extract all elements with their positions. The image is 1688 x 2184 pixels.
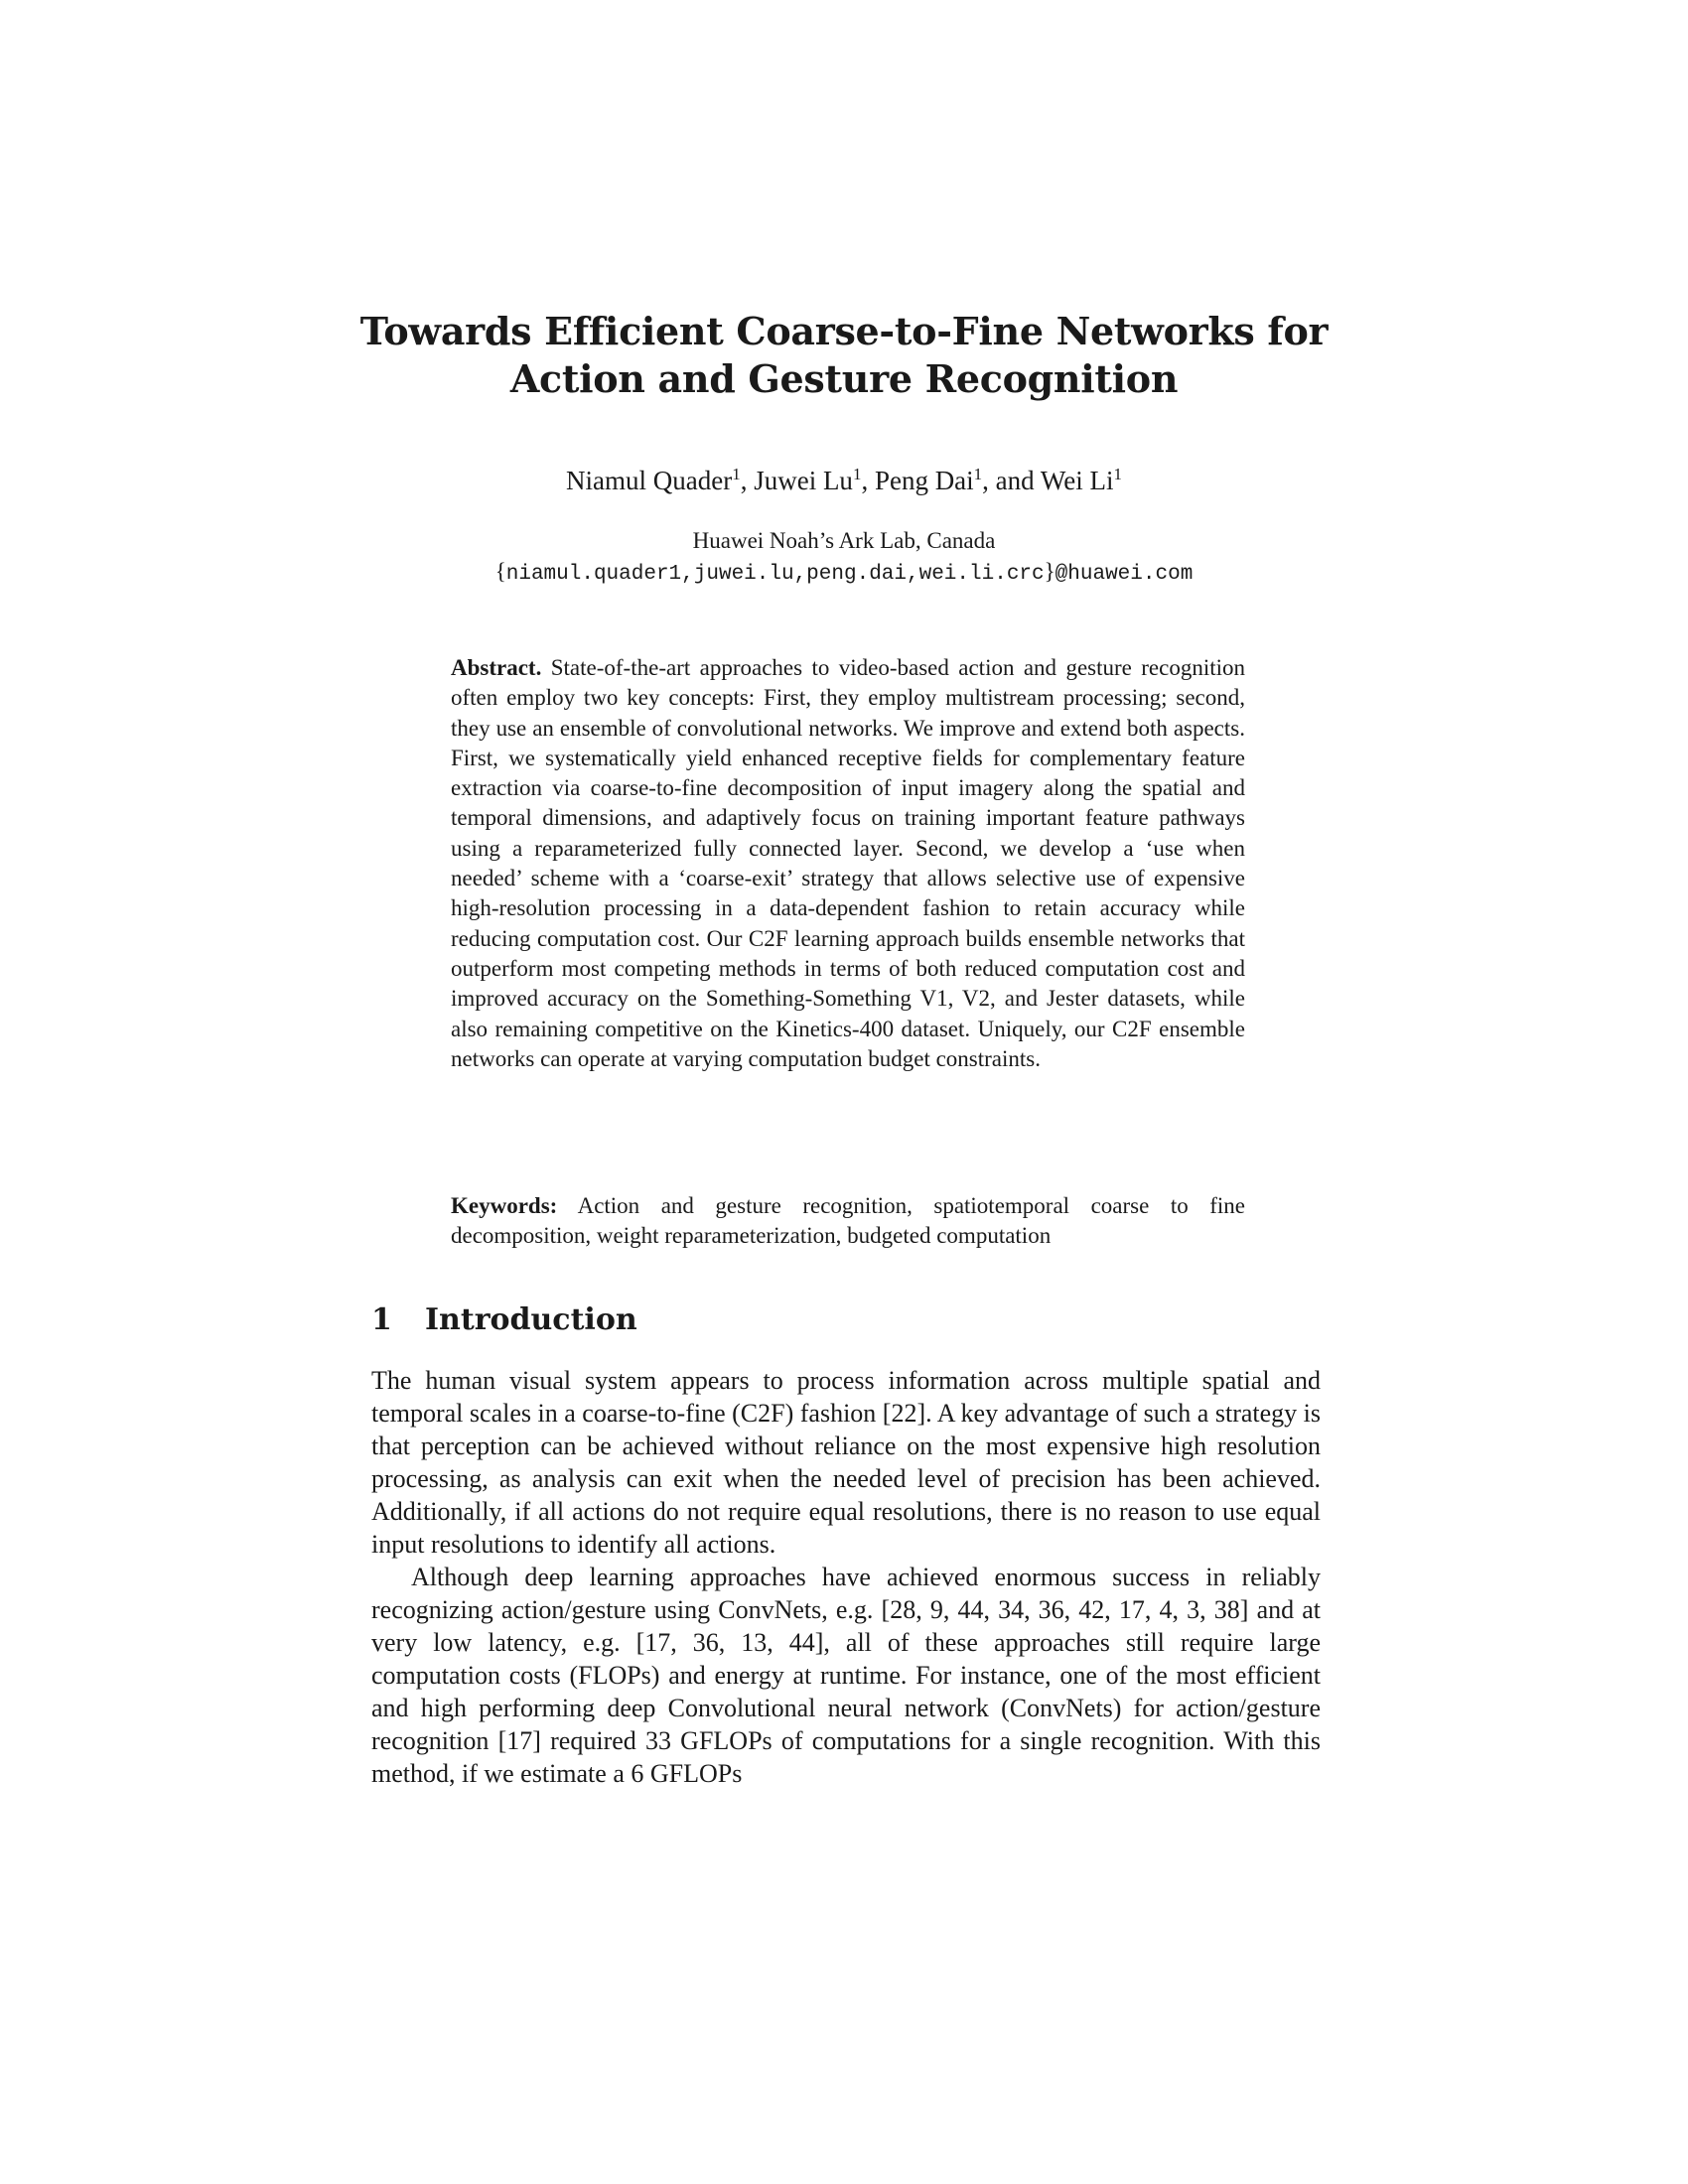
email-names: niamul.quader1,juwei.lu,peng.dai,wei.li.crc	[505, 563, 1045, 586]
keywords-text: Action and gesture recognition, spatiotemporal coarse to fine decomposition, weight reparameterization, budgeted computation	[451, 1193, 1245, 1249]
email-domain: @huawei.com	[1055, 563, 1194, 586]
author-affiliation-mark: 1	[732, 465, 741, 483]
author-separator: ,	[861, 466, 875, 495]
author-name: Juwei Lu	[754, 466, 853, 495]
section-heading	[371, 1300, 1325, 1340]
paper-title	[298, 308, 1390, 403]
author-name: Wei Li	[1040, 466, 1114, 495]
paragraph: Although deep learning approaches have achieved enormous success in reliably recognizing action/gesture using ConvNets, e.g. [28, 9, 44, 34, 36, 42, 17, 4, 3, 38] and at very low latency, e.g. [17, 36, 13, 44], all of these approaches still require large computation costs (FLOPs) and energy at runtime. For instance, one of the most efficient and high performing deep Convolutional neural network (ConvNets) for action/gesture recognition [17] required 33 GFLOPs of computations for a single recognition. With this method, if we estimate a 6 GFLOPs	[371, 1563, 1321, 1788]
author-emails	[298, 557, 1390, 590]
author-separator: ,	[740, 466, 755, 495]
section-number: 1	[371, 1302, 392, 1337]
email-brace-open: {	[494, 559, 506, 584]
author-separator: , and	[982, 466, 1041, 495]
keywords-label: Keywords:	[451, 1193, 558, 1218]
author-name: Niamul Quader	[566, 466, 733, 495]
keywords	[451, 1191, 1245, 1252]
title-line-2: Action and Gesture Recognition	[509, 356, 1179, 401]
section-title: Introduction	[425, 1302, 637, 1337]
body-text	[371, 1364, 1321, 1790]
abstract-text: State-of-the-art approaches to video-based action and gesture recognition often employ two key concepts: First, they employ multistream processing; second, they use an ensemble of convolutional networks. We improve and extend both aspects. First, we systematically yield enhanced receptive fields for complementary feature extraction via coarse-to-fine decomposition of input imagery along the spatial and temporal dimensions, and adaptively focus on training important feature pathways using a reparameterized fully connected layer. Second, we develop a ‘use when needed’ scheme with a ‘coarse-exit’ strategy that allows selective use of expensive high-resolution processing in a data-dependent fashion to retain accuracy while reducing computation cost. Our C2F learning approach builds ensemble networks that outperform most competing methods in terms of both reduced computation cost and improved accuracy on the Something-Something V1, V2, and Jester datasets, while also remaining competitive on the Kinetics-400 dataset. Uniquely, our C2F ensemble networks can operate at varying computation budget constraints.	[451, 655, 1246, 1071]
email-brace-close: }	[1044, 559, 1055, 584]
affiliation: Huawei Noah’s Ark Lab, Canada	[692, 528, 996, 553]
abstract	[451, 653, 1245, 1074]
author-name: Peng Dai	[874, 466, 974, 495]
author-affiliation-mark: 1	[1113, 465, 1122, 483]
author-affiliation-mark: 1	[852, 465, 862, 483]
author-affiliation-mark: 1	[973, 465, 983, 483]
author-list	[298, 464, 1390, 497]
title-line-1: Towards Efficient Coarse-to-Fine Networks for	[359, 309, 1329, 353]
paragraph: The human visual system appears to process information across multiple spatial and temporal scales in a coarse-to-fine (C2F) fashion [22]. A key advantage of such a strategy is that perception can be achieved without reliance on the most expensive high resolution processing, as analysis can exit when the needed level of precision has been achieved. Additionally, if all actions do not require equal resolutions, there is no reason to use equal input resolutions to identify all actions.	[371, 1366, 1321, 1559]
abstract-label: Abstract.	[451, 655, 542, 680]
